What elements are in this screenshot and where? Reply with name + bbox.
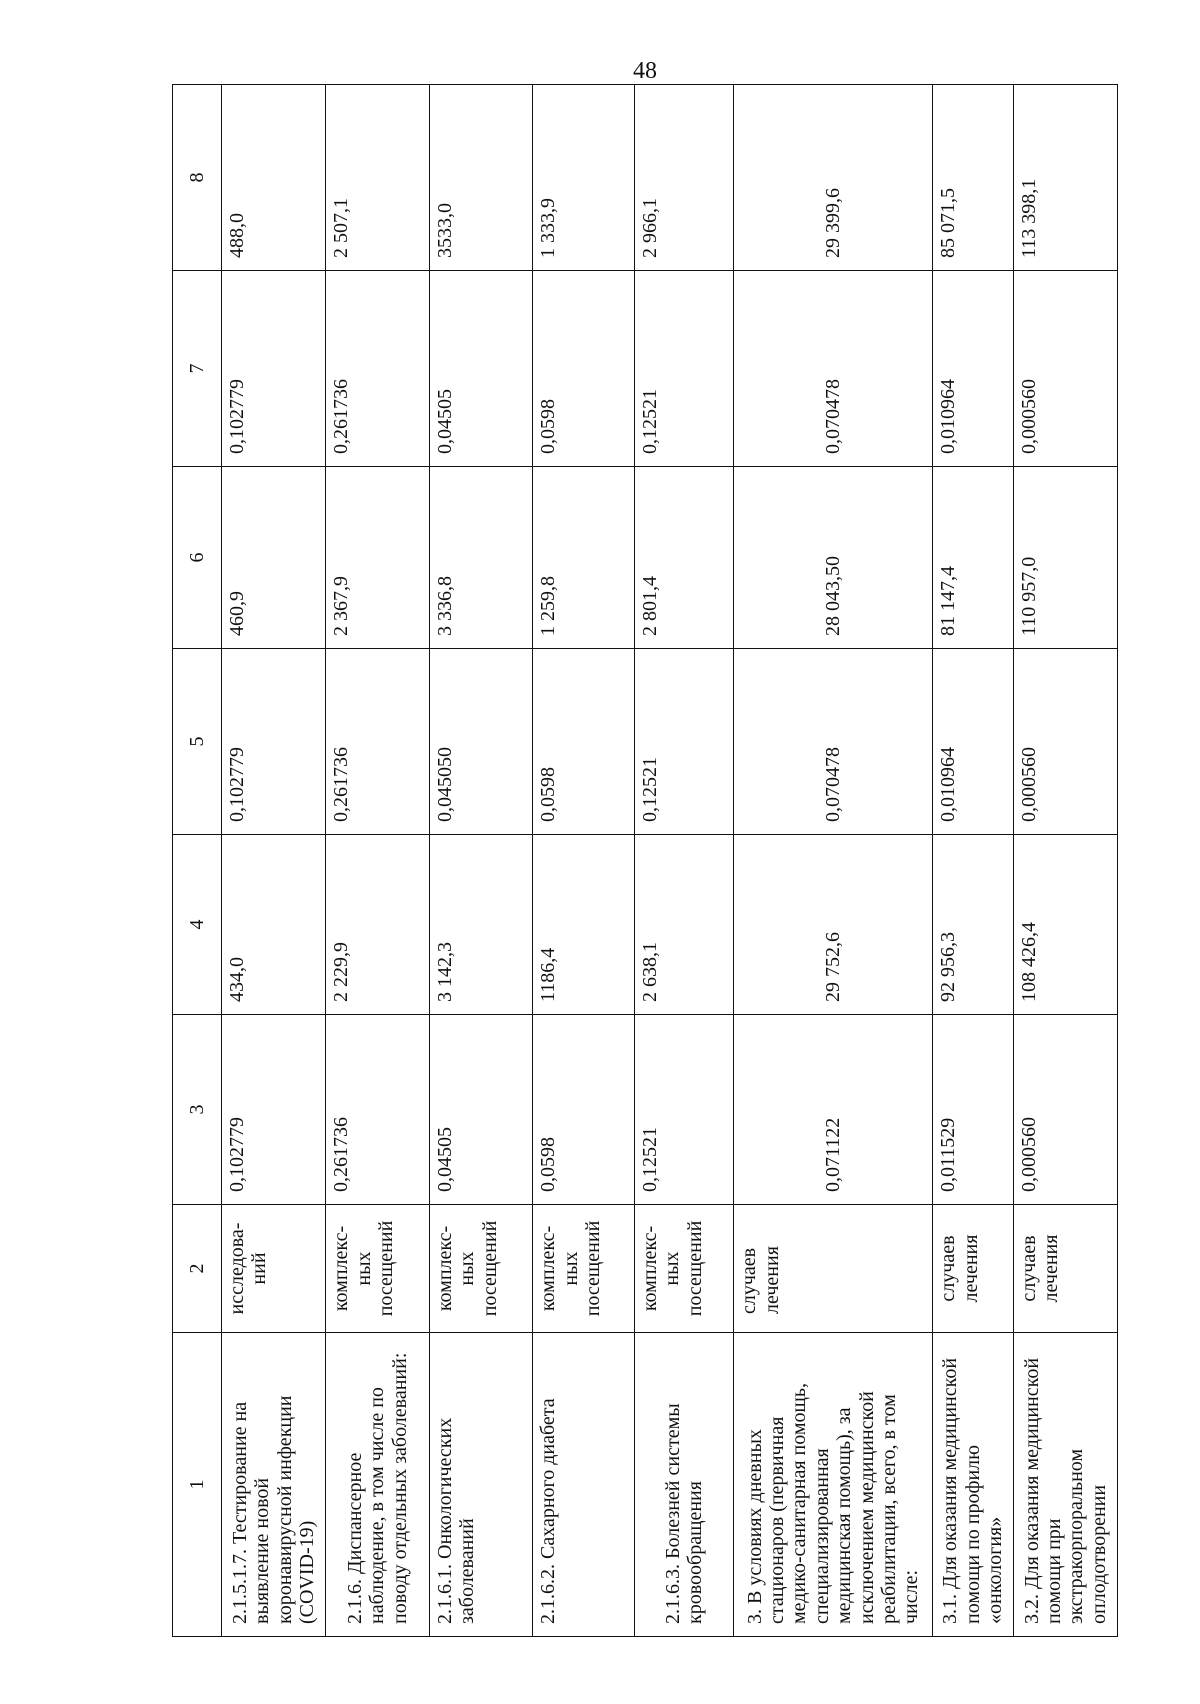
column-header: 8: [173, 85, 222, 271]
value-cell: 0,0598: [533, 271, 635, 467]
value-cell: 92 956,3: [933, 835, 1014, 1015]
value-cell: 0,261736: [326, 1015, 430, 1205]
row-name-cell: 3.2. Для оказания медицинской помощи при экстракорпоральном оплодотворении: [1013, 1333, 1117, 1637]
value-cell: 0,261736: [326, 649, 430, 835]
table-row: [222, 85, 326, 1637]
column-header: 4: [173, 835, 222, 1015]
value-cell: 28 043,50: [734, 467, 933, 649]
column-header: 6: [173, 467, 222, 649]
row-name-cell: 2.1.6.2. Сахарного диабета: [533, 1333, 635, 1637]
column-header: 5: [173, 649, 222, 835]
unit-cell: комплекс-ных посещений: [429, 1205, 533, 1333]
value-cell: 29 752,6: [734, 835, 933, 1015]
value-cell: 3533,0: [429, 85, 533, 271]
column-header: 3: [173, 1015, 222, 1205]
table-row: [1013, 85, 1117, 1637]
table-row: [734, 85, 933, 1637]
unit-cell: случаев лечения: [734, 1205, 933, 1333]
value-cell: 85 071,5: [933, 85, 1014, 271]
value-cell: 0,12521: [634, 1015, 733, 1205]
value-cell: 460,9: [222, 467, 326, 649]
header-row: [173, 85, 222, 1637]
value-cell: 0,261736: [326, 271, 430, 467]
value-cell: 0,0598: [533, 649, 635, 835]
value-cell: 2 229,9: [326, 835, 430, 1015]
unit-cell: комплекс-ных посещений: [533, 1205, 635, 1333]
value-cell: 434,0: [222, 835, 326, 1015]
value-cell: 2 966,1: [634, 85, 733, 271]
value-cell: 0,000560: [1013, 649, 1117, 835]
value-cell: 1186,4: [533, 835, 635, 1015]
value-cell: 0,000560: [1013, 1015, 1117, 1205]
value-cell: 0,0598: [533, 1015, 635, 1205]
value-cell: 0,102779: [222, 1015, 326, 1205]
value-cell: 0,070478: [734, 271, 933, 467]
rotated-table-container: [172, 85, 1118, 1637]
data-table: [172, 84, 1118, 1637]
page-number: 48: [633, 58, 657, 84]
value-cell: 0,010964: [933, 649, 1014, 835]
value-cell: 2 638,1: [634, 835, 733, 1015]
value-cell: 2 507,1: [326, 85, 430, 271]
value-cell: 113 398,1: [1013, 85, 1117, 271]
column-header: 2: [173, 1205, 222, 1333]
table-row: [429, 85, 533, 1637]
unit-cell: случаев лечения: [1013, 1205, 1117, 1333]
value-cell: 3 336,8: [429, 467, 533, 649]
value-cell: 0,12521: [634, 271, 733, 467]
value-cell: 488,0: [222, 85, 326, 271]
value-cell: 1 333,9: [533, 85, 635, 271]
column-header: 7: [173, 271, 222, 467]
value-cell: 81 147,4: [933, 467, 1014, 649]
value-cell: 0,04505: [429, 1015, 533, 1205]
value-cell: 0,045050: [429, 649, 533, 835]
unit-cell: комплекс-ных посещений: [326, 1205, 430, 1333]
value-cell: 110 957,0: [1013, 467, 1117, 649]
value-cell: 1 259,8: [533, 467, 635, 649]
value-cell: 0,102779: [222, 649, 326, 835]
table-row: [634, 85, 733, 1637]
value-cell: 0,011529: [933, 1015, 1014, 1205]
column-header: 1: [173, 1333, 222, 1637]
value-cell: 2 801,4: [634, 467, 733, 649]
unit-cell: случаев лечения: [933, 1205, 1014, 1333]
table-row: [326, 85, 430, 1637]
value-cell: 0,070478: [734, 649, 933, 835]
table-row: [933, 85, 1014, 1637]
row-name-cell: 2.1.6.3. Болезней системы кровообращения: [634, 1333, 733, 1637]
value-cell: 0,04505: [429, 271, 533, 467]
unit-cell: комплекс-ных посещений: [634, 1205, 733, 1333]
value-cell: 0,010964: [933, 271, 1014, 467]
value-cell: 0,12521: [634, 649, 733, 835]
value-cell: 29 399,6: [734, 85, 933, 271]
row-name-cell: 3.1. Для оказания медицинской помощи по профилю «онкология»: [933, 1333, 1014, 1637]
table-row: [533, 85, 635, 1637]
value-cell: 0,102779: [222, 271, 326, 467]
row-name-cell: 2.1.5.1.7. Тестирование на выявление новой коронавирусной инфекции (COVID-19): [222, 1333, 326, 1637]
row-name-cell: 3. В условиях дневных стационаров (первичная медико-санитарная помощь, специализированная медицинская помощь), за исключением медицинской реабилитации, всего, в том числе:: [734, 1333, 933, 1637]
value-cell: 3 142,3: [429, 835, 533, 1015]
unit-cell: исследова-ний: [222, 1205, 326, 1333]
row-name-cell: 2.1.6. Диспансерное наблюдение, в том числе по поводу отдельных заболеваний:: [326, 1333, 430, 1637]
value-cell: 0,000560: [1013, 271, 1117, 467]
value-cell: 0,071122: [734, 1015, 933, 1205]
row-name-cell: 2.1.6.1. Онкологических заболеваний: [429, 1333, 533, 1637]
value-cell: 108 426,4: [1013, 835, 1117, 1015]
value-cell: 2 367,9: [326, 467, 430, 649]
